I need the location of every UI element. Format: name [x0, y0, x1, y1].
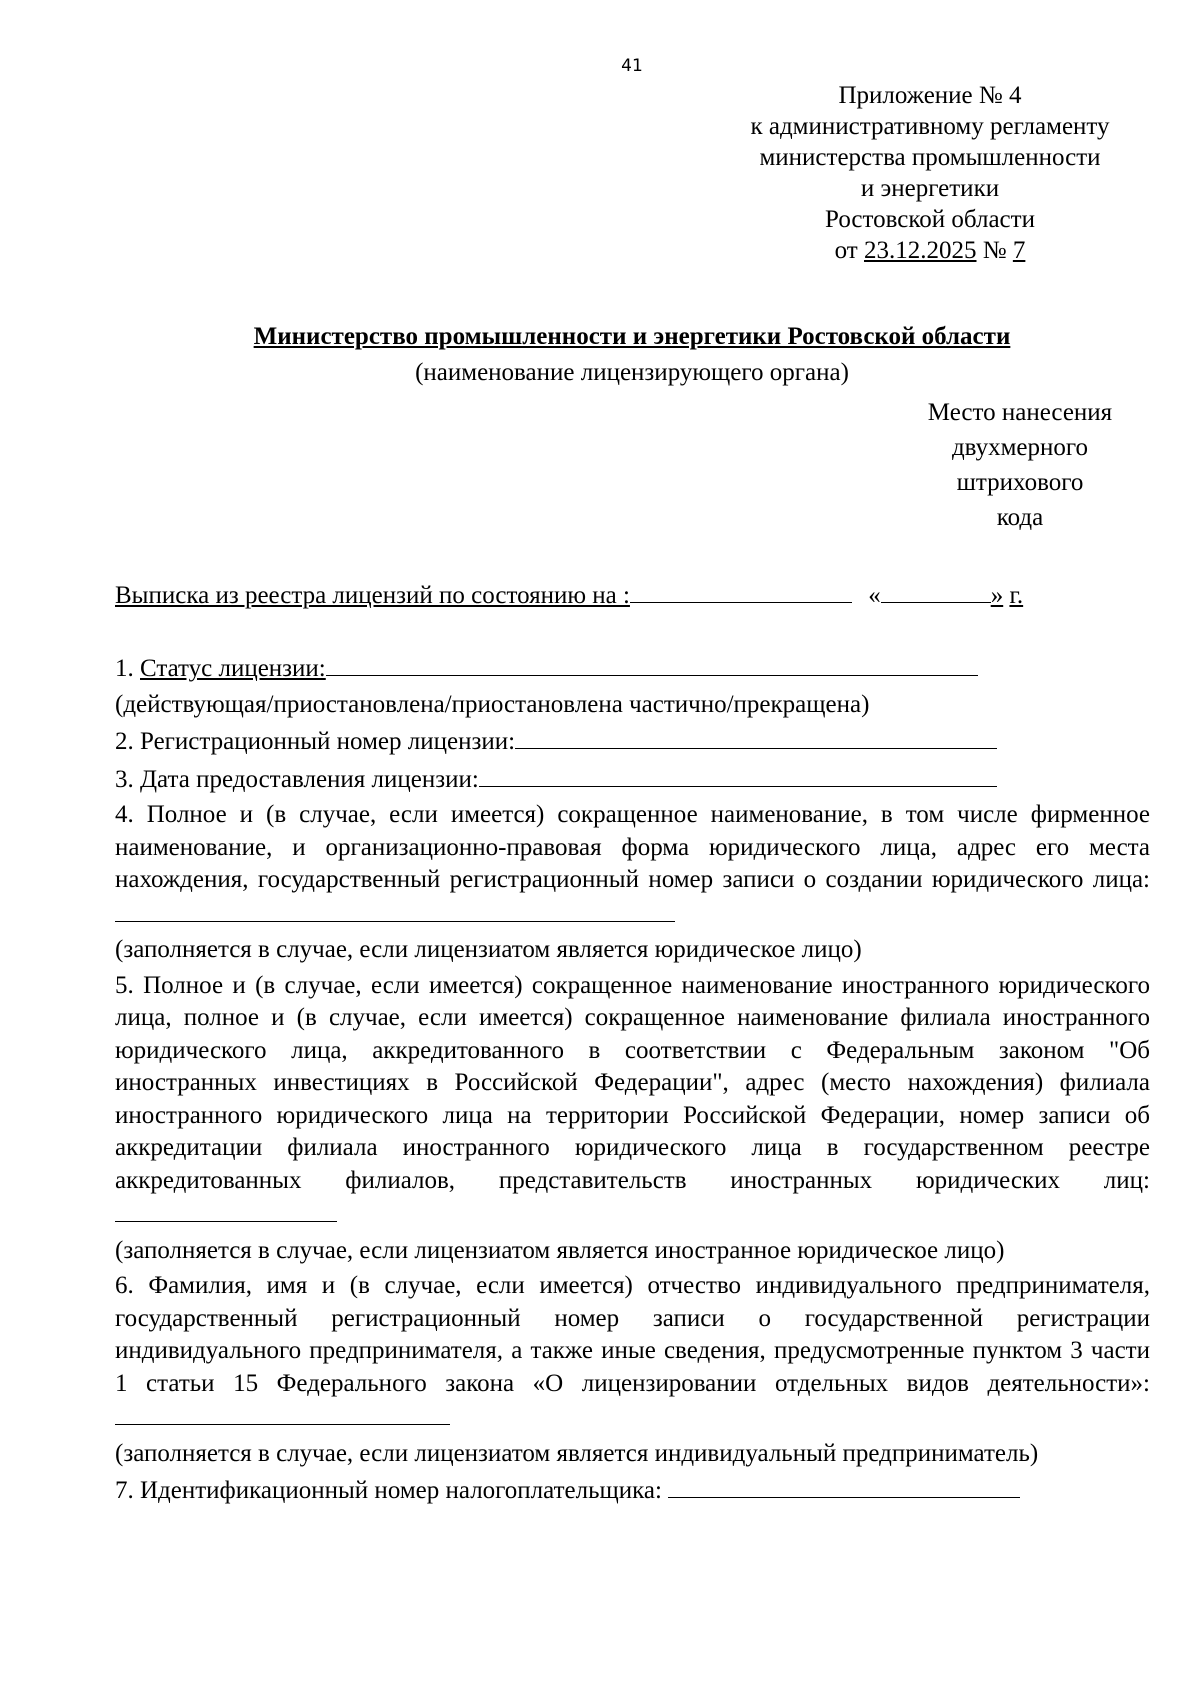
barcode-line: двухмерного: [951, 434, 1089, 461]
item-label: Статус лицензии:: [140, 655, 326, 682]
document-body: [115, 651, 1150, 1508]
authority-name: Министерство промышленности и энергетики Ростовской области: [253, 323, 1011, 350]
barcode-placeholder: [900, 395, 1140, 535]
quote-open: «: [868, 582, 881, 609]
date-blank-field[interactable]: [630, 578, 852, 603]
date-prefix: от: [834, 237, 864, 264]
day-blank-field[interactable]: [881, 578, 991, 603]
number-prefix: №: [976, 237, 1013, 264]
item-number: 1.: [115, 655, 140, 682]
quote-close: »: [990, 582, 1004, 609]
item-7: [115, 1473, 1150, 1508]
inn-blank-field[interactable]: [668, 1473, 1020, 1498]
item-label: 3. Дата предоставления лицензии:: [115, 765, 479, 793]
extract-label: Выписка из реестра лицензий по состоянию на :: [115, 582, 630, 609]
item-5-note: (заполняется в случае, если лицензиатом является иностранное юридическое лицо): [115, 1236, 1005, 1264]
appendix-date-line: [690, 235, 1170, 266]
appendix-number: 7: [1012, 237, 1026, 264]
item-label: 7. Идентификационный номер налогоплательщика:: [115, 1477, 669, 1504]
item-1: [115, 651, 1150, 686]
extract-heading: [115, 578, 1023, 610]
barcode-line: кода: [996, 504, 1044, 531]
reg-number-blank-field[interactable]: [515, 724, 997, 749]
item-1-hint: (действующая/приостановлена/приостановлена частично/прекращена): [115, 690, 870, 718]
item-2: [115, 724, 1150, 759]
item-text: 4. Полное и (в случае, если имеется) сокращенное наименование, в том числе фирменное наименование, и организационно-правовая форма юридического лица, адрес его места нахождения, государственный регистрационный номер записи о создании юридического лица:: [115, 801, 1150, 893]
item-6: [115, 1270, 1150, 1435]
item-text: 6. Фамилия, имя и (в случае, если имеется) отчество индивидуального предпринимателя, государственный регистрационный номер записи о государственной регистрации индивидуального предпринимателя, а также иные сведения, предусмотренные пунктом 3 части 1 статьи 15 Федерального закона «О лицензировании отдельных видов деятельности»:: [115, 1272, 1150, 1397]
appendix-header: [690, 80, 1170, 266]
item-5: [115, 970, 1150, 1232]
item-6-note: (заполняется в случае, если лицензиатом является индивидуальный предприниматель): [115, 1439, 1039, 1467]
legal-entity-blank-field[interactable]: [115, 897, 675, 922]
item-3: [115, 762, 1150, 797]
barcode-line: штрихового: [956, 469, 1084, 496]
appendix-title: Приложение № 4: [838, 82, 1022, 109]
foreign-entity-blank-field[interactable]: [115, 1197, 337, 1222]
appendix-line: и энергетики: [860, 175, 1000, 202]
appendix-line: к административному регламенту: [750, 113, 1110, 140]
year-suffix: г.: [1009, 582, 1024, 609]
entrepreneur-blank-field[interactable]: [115, 1400, 450, 1425]
appendix-line: министерства промышленности: [759, 144, 1101, 171]
appendix-date: 23.12.2025: [864, 237, 977, 264]
barcode-line: Место нанесения: [927, 399, 1113, 426]
authority-caption: (наименование лицензирующего органа): [415, 359, 849, 386]
issue-date-blank-field[interactable]: [479, 762, 997, 787]
appendix-line: Ростовской области: [825, 206, 1035, 233]
status-blank-field[interactable]: [326, 651, 978, 676]
item-text: 5. Полное и (в случае, если имеется) сокращенное наименование иностранного юридического лица, полное и (в случае, если имеется) сокращенное наименование филиала иностранного юридического лица, аккредитованного в соответствии с Федеральным законом "Об иностранных инвестициях в Российской Федерации", адрес (место нахождения) филиала иностранного юридического лица на территории Российской Федерации, номер записи об аккредитации филиала иностранного юридического лица в государственном реестре аккредитованных филиалов, представительств иностранных юридических лиц:: [115, 971, 1150, 1194]
item-4-note: (заполняется в случае, если лицензиатом является юридическое лицо): [115, 936, 862, 963]
item-4: [115, 799, 1150, 931]
item-label: 2. Регистрационный номер лицензии:: [115, 728, 516, 755]
page-number: 41: [621, 56, 643, 76]
